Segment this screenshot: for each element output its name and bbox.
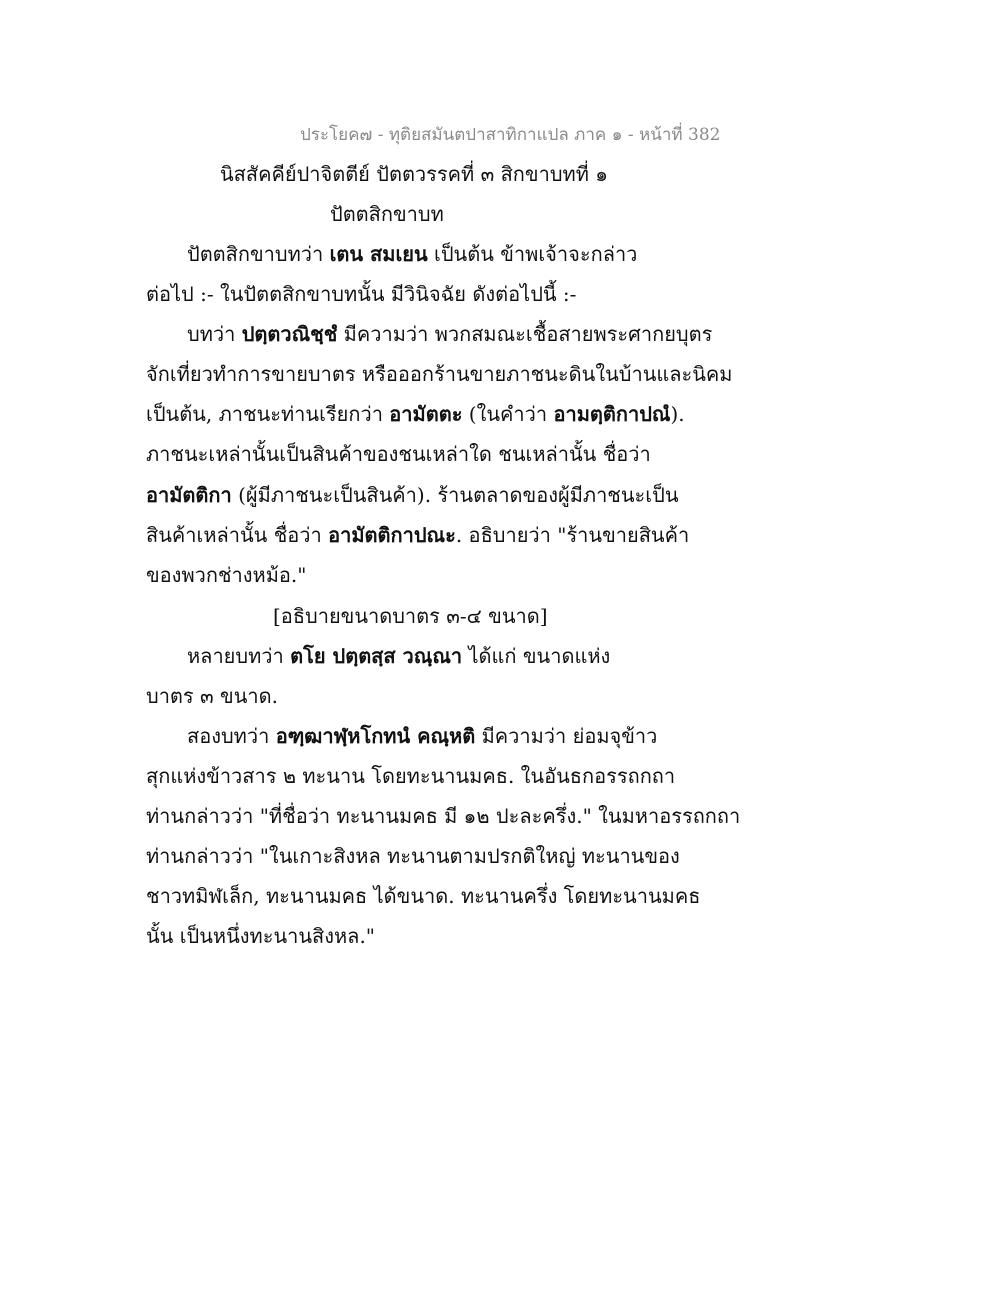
text-run: (ผู้มีภาชนะเป็นสินค้า). ร้านตลาดของผู้มีภาชนะเป็น — [231, 483, 679, 507]
paragraph-2-line-2: จักเที่ยวทำการขายบาตร หรือออกร้านขายภาชนะดินในบ้านและนิคม — [146, 362, 733, 386]
paragraph-2-line-4: ภาชนะเหล่านั้นเป็นสินค้าของชนเหล่าใด ชนเหล่านั้น ชื่อว่า — [146, 442, 651, 466]
text-run: สินค้าเหล่านั้น ชื่อว่า — [146, 523, 329, 547]
text-run: เป็นต้น ข้าพเจ้าจะกล่าว — [427, 242, 638, 266]
running-header: ประโยค๗ - ทุติยสมันตปาสาทิกาแปล ภาค ๑ - หน้าที่ 382 — [300, 125, 721, 145]
text-run: สองบทว่า — [187, 724, 276, 748]
paragraph-4-line-2: สุกแห่งข้าวสาร ๒ ทะนาน โดยทะนานมคธ. ในอันธกอรรถกถา — [146, 764, 676, 788]
paragraph-4-line-4: ท่านกล่าวว่า "ในเกาะสิงหล ทะนานตามปรกติใหญ่ ทะนานของ — [146, 844, 680, 868]
pali-term: เตน สมเยน — [329, 242, 428, 266]
paragraph-3-line-2: บาตร ๓ ขนาด. — [146, 684, 278, 708]
text-run: มีความว่า ย่อมจุข้าว — [475, 724, 658, 748]
pali-term: อามัตติกา — [146, 483, 232, 507]
text-run: มีความว่า พวกสมณะเชื้อสายพระศากยบุตร — [337, 322, 713, 346]
text-run: เป็นต้น, ภาชนะท่านเรียกว่า — [146, 402, 390, 426]
paragraph-4-line-6: นั้น เป็นหนึ่งทะนานสิงหล." — [146, 924, 375, 948]
text-run: (ในคำว่า — [462, 402, 554, 426]
pali-term: ตโย ปตฺตสฺส วณฺณา — [290, 644, 463, 668]
pali-term: อามัตติกาปณะ — [328, 523, 456, 547]
paragraph-2-line-3 — [146, 400, 685, 428]
text-run: . อธิบายว่า "ร้านขายสินค้า — [455, 523, 690, 547]
pali-term: ปตฺตวณิชฺชํ — [241, 322, 338, 346]
text-run: ). — [670, 402, 685, 426]
chapter-heading: นิสสัคคีย์ปาจิตตีย์ ปัตตวรรคที่ ๓ สิกขาบทที่ ๑ — [220, 162, 608, 186]
paragraph-2-line-6 — [146, 521, 689, 549]
pali-term: อฑฺฒาฬฺหโกทนํ คณฺหติ — [275, 724, 476, 748]
section-heading: [อธิบายขนาดบาตร ๓-๔ ขนาด] — [273, 604, 548, 628]
text-run: ได้แก่ ขนาดแห่ง — [462, 644, 611, 668]
pali-term: อามัตตะ — [389, 402, 463, 426]
text-run: หลายบทว่า — [187, 644, 291, 668]
paragraph-2-line-7: ของพวกช่างหม้อ." — [146, 563, 307, 587]
rule-title: ปัตตสิกขาบท — [330, 202, 444, 226]
paragraph-4-line-5: ชาวทมิฬเล็ก, ทะนานมคธ ได้ขนาด. ทะนานครึ่ง โดยทะนานมคธ — [146, 884, 701, 908]
paragraph-1-line-1 — [187, 240, 637, 268]
paragraph-2-line-1 — [187, 320, 712, 348]
pali-term: อามตฺติกาปณํ — [553, 402, 671, 426]
text-run: บทว่า — [187, 322, 242, 346]
paragraph-2-line-5 — [146, 481, 679, 509]
paragraph-3-line-1 — [187, 642, 610, 670]
text-run: ปัตตสิกขาบทว่า — [187, 242, 330, 266]
paragraph-4-line-3: ท่านกล่าวว่า "ที่ชื่อว่า ทะนานมคธ มี ๑๒ ปะละครึ่ง." ในมหาอรรถกถา — [146, 804, 741, 828]
paragraph-4-line-1 — [187, 722, 657, 750]
paragraph-1-line-2: ต่อไป :- ในปัตตสิกขาบทนั้น มีวินิจฉัย ดังต่อไปนี้ :- — [146, 282, 577, 306]
